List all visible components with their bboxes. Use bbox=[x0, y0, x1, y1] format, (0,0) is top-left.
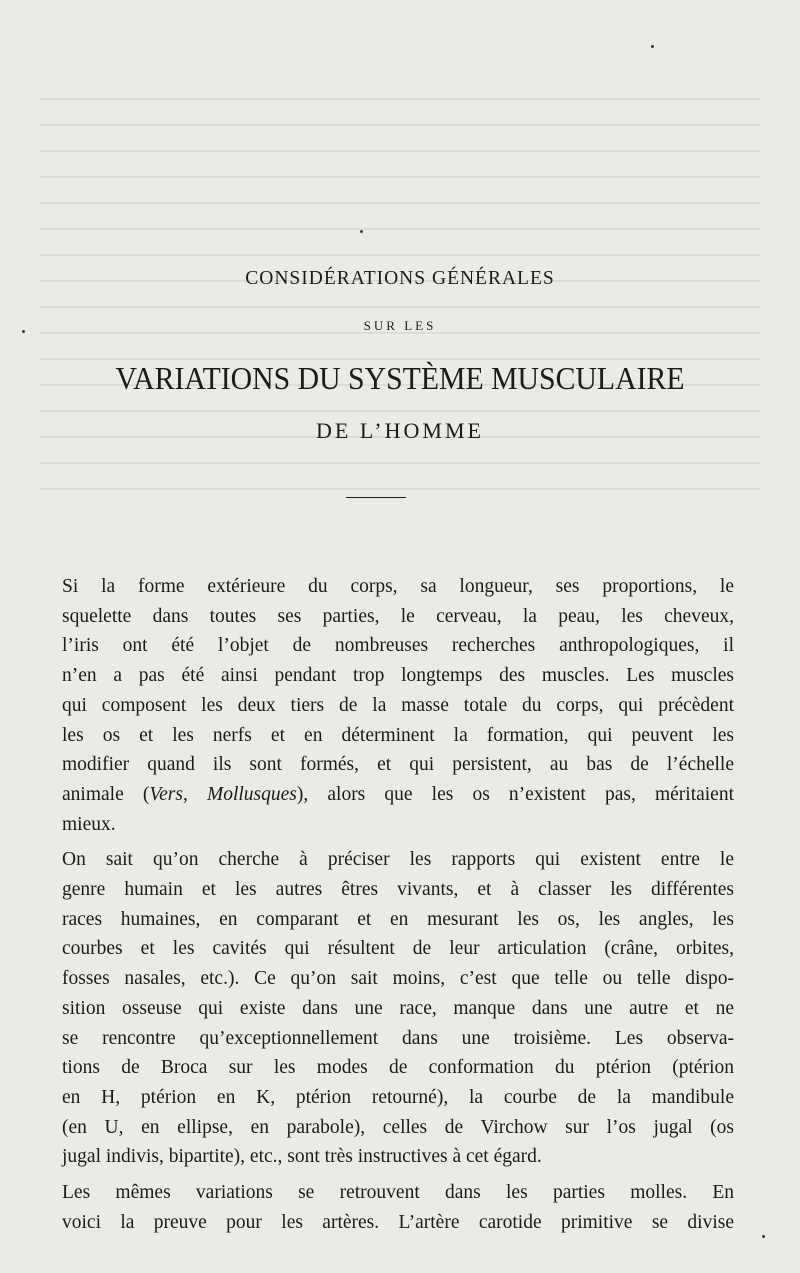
paragraph-3 bbox=[62, 1178, 734, 1237]
text-line: l’iris ont été l’objet de nombreuses recherches anthropologiques, il bbox=[62, 635, 734, 657]
text-line: jugal indivis, bipartite), etc., sont très instructives à cet égard. bbox=[62, 1146, 542, 1168]
text-run: animale ( bbox=[62, 783, 150, 805]
heading-line-4: DE L’HOMME bbox=[316, 418, 484, 443]
title-rule bbox=[346, 497, 406, 498]
text-line: Les mêmes variations se retrouvent dans les parties molles. En bbox=[62, 1182, 734, 1204]
text-line: mieux. bbox=[62, 813, 116, 835]
text-line: modifier quand ils sont formés, et qui persistent, au bas de l’échelle bbox=[62, 754, 734, 776]
paragraph-2 bbox=[62, 845, 734, 1172]
text-line: On sait qu’on cherche à préciser les rapports qui existent entre le bbox=[62, 849, 734, 871]
text-run: ), alors que les os n’existent pas, méritaient bbox=[296, 783, 735, 805]
text-line: en H, ptérion en K, ptérion retourné), la courbe de la mandibule bbox=[62, 1086, 734, 1108]
text-line: (en U, en ellipse, en parabole), celles de Virchow sur l’os jugal (os bbox=[62, 1116, 734, 1138]
text-run: , bbox=[182, 783, 207, 805]
text-line: voici la preuve pour les artères. L’artère carotide primitive se divise bbox=[62, 1211, 734, 1233]
heading-line-2: SUR LES bbox=[363, 318, 437, 333]
text-line: courbes et les cavités qui résultent de leur articulation (crâne, orbites, bbox=[62, 938, 734, 960]
text-line: qui composent les deux tiers de la masse totale du corps, qui précèdent bbox=[62, 694, 734, 716]
ink-speck bbox=[360, 230, 363, 233]
text-line: sition osseuse qui existe dans une race, manque dans une autre et ne bbox=[62, 997, 734, 1019]
text-line bbox=[62, 780, 734, 810]
text-line: races humaines, en comparant et en mesurant les os, les angles, les bbox=[62, 908, 734, 930]
body-text bbox=[62, 572, 734, 1237]
heading-line-1: CONSIDÉRATIONS GÉNÉRALES bbox=[245, 268, 555, 289]
text-line: les os et les nerfs et en déterminent la formation, qui peuvent les bbox=[62, 724, 734, 746]
page-title: VARIATIONS DU SYSTÈME MUSCULAIRE bbox=[115, 360, 685, 396]
italic-term: Vers bbox=[149, 783, 183, 805]
text-line: Si la forme extérieure du corps, sa longueur, ses proportions, le bbox=[62, 576, 734, 597]
text-line: n’en a pas été ainsi pendant trop longtemps des muscles. Les muscles bbox=[62, 665, 734, 687]
text-line: squelette dans toutes ses parties, le cerveau, la peau, les cheveux, bbox=[62, 605, 734, 627]
text-line: fosses nasales, etc.). Ce qu’on sait moins, c’est que telle ou telle dispo- bbox=[62, 968, 734, 990]
italic-term: Mollusques bbox=[206, 783, 297, 805]
text-line: genre humain et les autres êtres vivants, et à classer les différentes bbox=[62, 879, 734, 901]
text-line: tions de Broca sur les modes de conformation du ptérion (ptérion bbox=[62, 1057, 734, 1079]
paragraph-1 bbox=[62, 572, 734, 839]
ink-speck bbox=[762, 1235, 765, 1238]
ink-speck bbox=[651, 45, 654, 48]
text-line: se rencontre qu’exceptionnellement dans une troisième. Les observa- bbox=[62, 1027, 734, 1049]
